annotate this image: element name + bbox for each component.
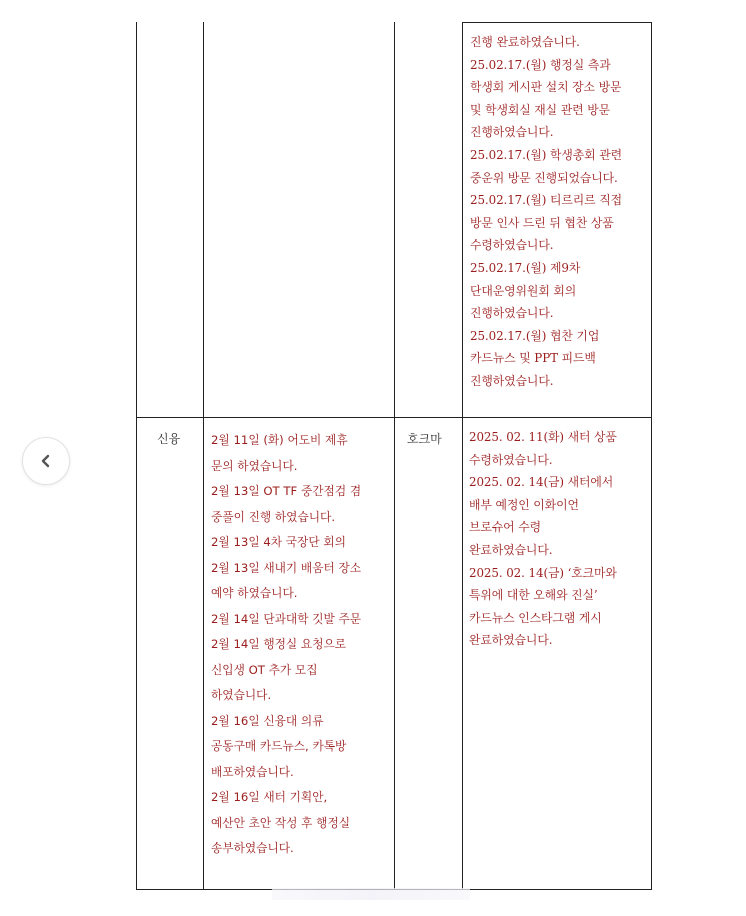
row2-activities-cell (211, 428, 361, 862)
detail-line: 진행 완료하였습니다. (470, 35, 580, 49)
detail-line: 25.02.17.(월) 협찬 기업 (470, 328, 600, 343)
chevron-left-icon (39, 454, 53, 468)
detail-line: 수령하였습니다. (470, 238, 554, 253)
column-divider (462, 22, 463, 890)
activity-line: 예산안 초안 작성 후 행정실 (211, 815, 351, 830)
activity-line: 배포하였습니다. (211, 764, 294, 779)
activity-line: 공동구매 카드뉴스, 카톡방 (211, 739, 347, 753)
row-divider (136, 417, 652, 418)
column-divider (203, 22, 204, 890)
detail-line: 중운위 방문 진행되었습니다. (470, 170, 618, 185)
activity-line: 2월 13일 4차 국장단 회의 (211, 535, 346, 549)
detail-line: 2025. 02. 14(금) 새터에서 (469, 475, 614, 490)
detail-line: 단대운영위원회 회의 (470, 283, 577, 298)
detail-line: 카드뉴스 및 PPT 피드백 (470, 351, 596, 366)
activity-line: 하였습니다. (211, 688, 272, 702)
detail-line: 2025. 02. 11(화) 새터 상품 (469, 430, 617, 444)
detail-line: 완료하였습니다. (469, 633, 553, 648)
dept-name-right: 호크마 (407, 432, 442, 446)
watermark-strip (272, 888, 470, 900)
activity-line: 신입생 OT 추가 모집 (211, 662, 318, 677)
activity-line: 2월 16일 새터 기획안, (211, 790, 328, 804)
detail-line: 25.02.17.(월) 티르리르 직접 (470, 193, 622, 208)
detail-line: 및 학생회실 재실 관련 방문 (470, 102, 610, 117)
activity-line: 2월 16일 신융대 의류 (211, 713, 324, 728)
activity-line: 중풀이 진행 하였습니다. (211, 509, 336, 524)
detail-line: 2025. 02. 14(금) ‘호크마와 (469, 565, 617, 580)
detail-line: 배부 예정인 이화이언 (469, 497, 579, 512)
detail-line: 방문 인사 드린 뒤 협찬 상품 (470, 215, 614, 230)
detail-line: 수령하였습니다. (469, 452, 553, 467)
table-top-border (463, 22, 652, 23)
row1-detail-cell (470, 31, 622, 393)
detail-line: 완료하였습니다. (469, 542, 553, 557)
detail-line: 25.02.17.(월) 행정실 측과 (470, 57, 611, 72)
detail-line: 25.02.17.(월) 제9차 (470, 260, 581, 275)
detail-line: 진행하였습니다. (470, 373, 554, 388)
column-divider (394, 22, 395, 890)
activity-line: 2월 14일 단과대학 깃발 주문 (211, 611, 362, 626)
previous-slide-button[interactable] (22, 437, 70, 485)
detail-line: 25.02.17.(월) 학생총회 관련 (470, 147, 622, 162)
detail-line: 브로슈어 수령 (469, 520, 541, 535)
activity-line: 2월 14일 행정실 요청으로 (211, 637, 347, 651)
activity-line: 예약 하였습니다. (211, 586, 298, 600)
activity-line: 2월 13일 새내기 배움터 장소 (211, 560, 362, 575)
row2-detail-cell (469, 426, 617, 652)
activity-line: 2월 13일 OT TF 중간점검 겸 (211, 484, 362, 498)
detail-line: 진행하였습니다. (470, 306, 554, 321)
activity-line: 송부하였습니다. (211, 841, 294, 855)
activity-line: 2월 11일 (화) 어도비 제휴 (211, 433, 348, 447)
dept-name-left: 신융 (157, 432, 181, 446)
detail-line: 진행하였습니다. (470, 125, 554, 140)
detail-line: 카드뉴스 인스타그램 게시 (469, 610, 602, 625)
activity-line: 문의 하였습니다. (211, 458, 298, 473)
detail-line: 학생회 게시판 설치 장소 방문 (470, 80, 622, 95)
detail-line: 특위에 대한 오해와 진실’ (469, 588, 598, 603)
